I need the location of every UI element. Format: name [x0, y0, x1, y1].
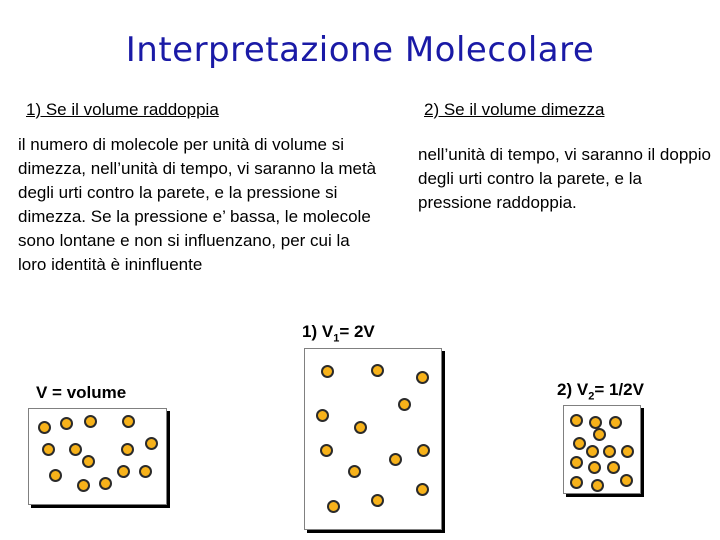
molecule	[573, 437, 586, 450]
molecule	[49, 469, 62, 482]
molecule	[38, 421, 51, 434]
molecule	[139, 465, 152, 478]
molecule	[77, 479, 90, 492]
v1-label	[302, 322, 375, 344]
case2-text: nell’unità di tempo, vi saranno il doppio degli urti contro la parete, e la pressione raddoppia.	[418, 145, 711, 212]
molecule	[417, 444, 430, 457]
case1-text: il numero di molecole per unità di volume si dimezza, nell’unità di tempo, vi saranno la metà degli urti contro la parete, e la pressione si dimezza. Se la pressione e’ bassa, le molecole sono lontane e non si influenzano, per cui la loro identità è ininfluente	[18, 135, 377, 274]
v-definition-label: V = volume	[36, 383, 127, 402]
molecule	[82, 455, 95, 468]
v1-prefix: 1) V	[302, 322, 334, 341]
v1-sub: 1	[333, 332, 340, 345]
v2-prefix: 2) V	[557, 380, 589, 399]
molecule	[570, 414, 583, 427]
v1-value: = 2V	[339, 322, 375, 341]
molecule	[371, 494, 384, 507]
molecule	[570, 456, 583, 469]
v2-value: = 1/2V	[594, 380, 644, 399]
molecule	[354, 421, 367, 434]
molecule	[416, 483, 429, 496]
molecule	[588, 461, 601, 474]
case2-heading: 2) Se il volume dimezza	[424, 100, 605, 119]
molecule	[69, 443, 82, 456]
molecule	[117, 465, 130, 478]
container-v2	[563, 405, 641, 494]
molecule	[603, 445, 616, 458]
container-v	[28, 408, 167, 505]
molecule	[99, 477, 112, 490]
container-v1	[304, 348, 442, 530]
molecule	[320, 444, 333, 457]
molecule	[145, 437, 158, 450]
molecule	[620, 474, 633, 487]
molecule	[84, 415, 97, 428]
molecule	[398, 398, 411, 411]
molecule	[586, 445, 599, 458]
molecule	[607, 461, 620, 474]
molecule	[121, 443, 134, 456]
v2-sub: 2	[588, 390, 595, 403]
molecule	[570, 476, 583, 489]
molecule	[416, 371, 429, 384]
molecule	[591, 479, 604, 492]
molecule	[348, 465, 361, 478]
v2-label	[557, 380, 644, 402]
molecule	[327, 500, 340, 513]
molecule	[593, 428, 606, 441]
molecule	[60, 417, 73, 430]
molecule	[371, 364, 384, 377]
molecule	[42, 443, 55, 456]
molecule	[389, 453, 402, 466]
molecule	[609, 416, 622, 429]
molecule	[122, 415, 135, 428]
molecule	[316, 409, 329, 422]
page-title: Interpretazione Molecolare	[125, 30, 595, 70]
case1-heading: 1) Se il volume raddoppia	[26, 100, 219, 119]
molecule	[621, 445, 634, 458]
molecule	[321, 365, 334, 378]
